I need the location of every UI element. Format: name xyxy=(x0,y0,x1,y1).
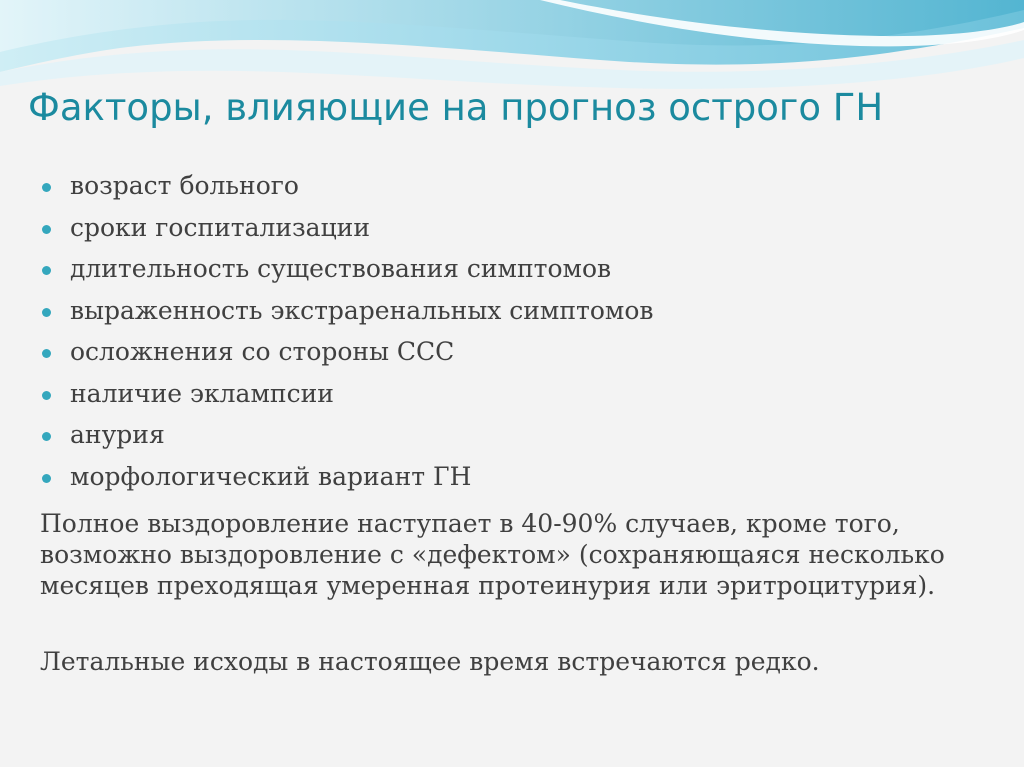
bullet-dot-icon xyxy=(42,225,51,234)
bullet-dot-icon xyxy=(42,474,51,483)
list-item-text: длительность существования симптомов xyxy=(70,254,612,283)
list-item xyxy=(40,254,654,296)
list-item-text: выраженность экстраренальных симптомов xyxy=(70,295,654,325)
list-item xyxy=(40,213,654,255)
list-item xyxy=(40,296,654,338)
mortality-paragraph: Летальные исходы в настоящее время встречаются редко. xyxy=(40,647,820,676)
list-item-text: возраст больного xyxy=(70,171,299,200)
list-item-text: осложнения со стороны ССС xyxy=(70,337,455,366)
list-item-text: наличие эклампсии xyxy=(70,378,334,408)
list-item-text: анурия xyxy=(70,420,165,449)
recovery-paragraph: Полное выздоровление наступает в 40-90% случаев, кроме того, возможно выздоровление с «дефектом» (сохраняющаяся несколько месяцев преходящая умеренная протеинурия или эритроцитурия). xyxy=(40,509,945,600)
list-item-text: морфологический вариант ГН xyxy=(70,461,472,491)
bullet-dot-icon xyxy=(42,183,51,192)
list-item xyxy=(40,171,654,213)
list-item xyxy=(40,379,654,421)
decorative-wave-header xyxy=(0,0,1024,100)
bullet-dot-icon xyxy=(42,266,51,275)
list-item xyxy=(40,462,654,504)
factors-list xyxy=(40,171,654,503)
bullet-dot-icon xyxy=(42,308,51,317)
bullet-dot-icon xyxy=(42,432,51,441)
bullet-dot-icon xyxy=(42,349,51,358)
bullet-dot-icon xyxy=(42,391,51,400)
list-item xyxy=(40,420,654,462)
slide-title: Факторы, влияющие на прогноз острого ГН xyxy=(28,86,884,129)
list-item-text: сроки госпитализации xyxy=(70,212,370,242)
list-item xyxy=(40,337,654,379)
